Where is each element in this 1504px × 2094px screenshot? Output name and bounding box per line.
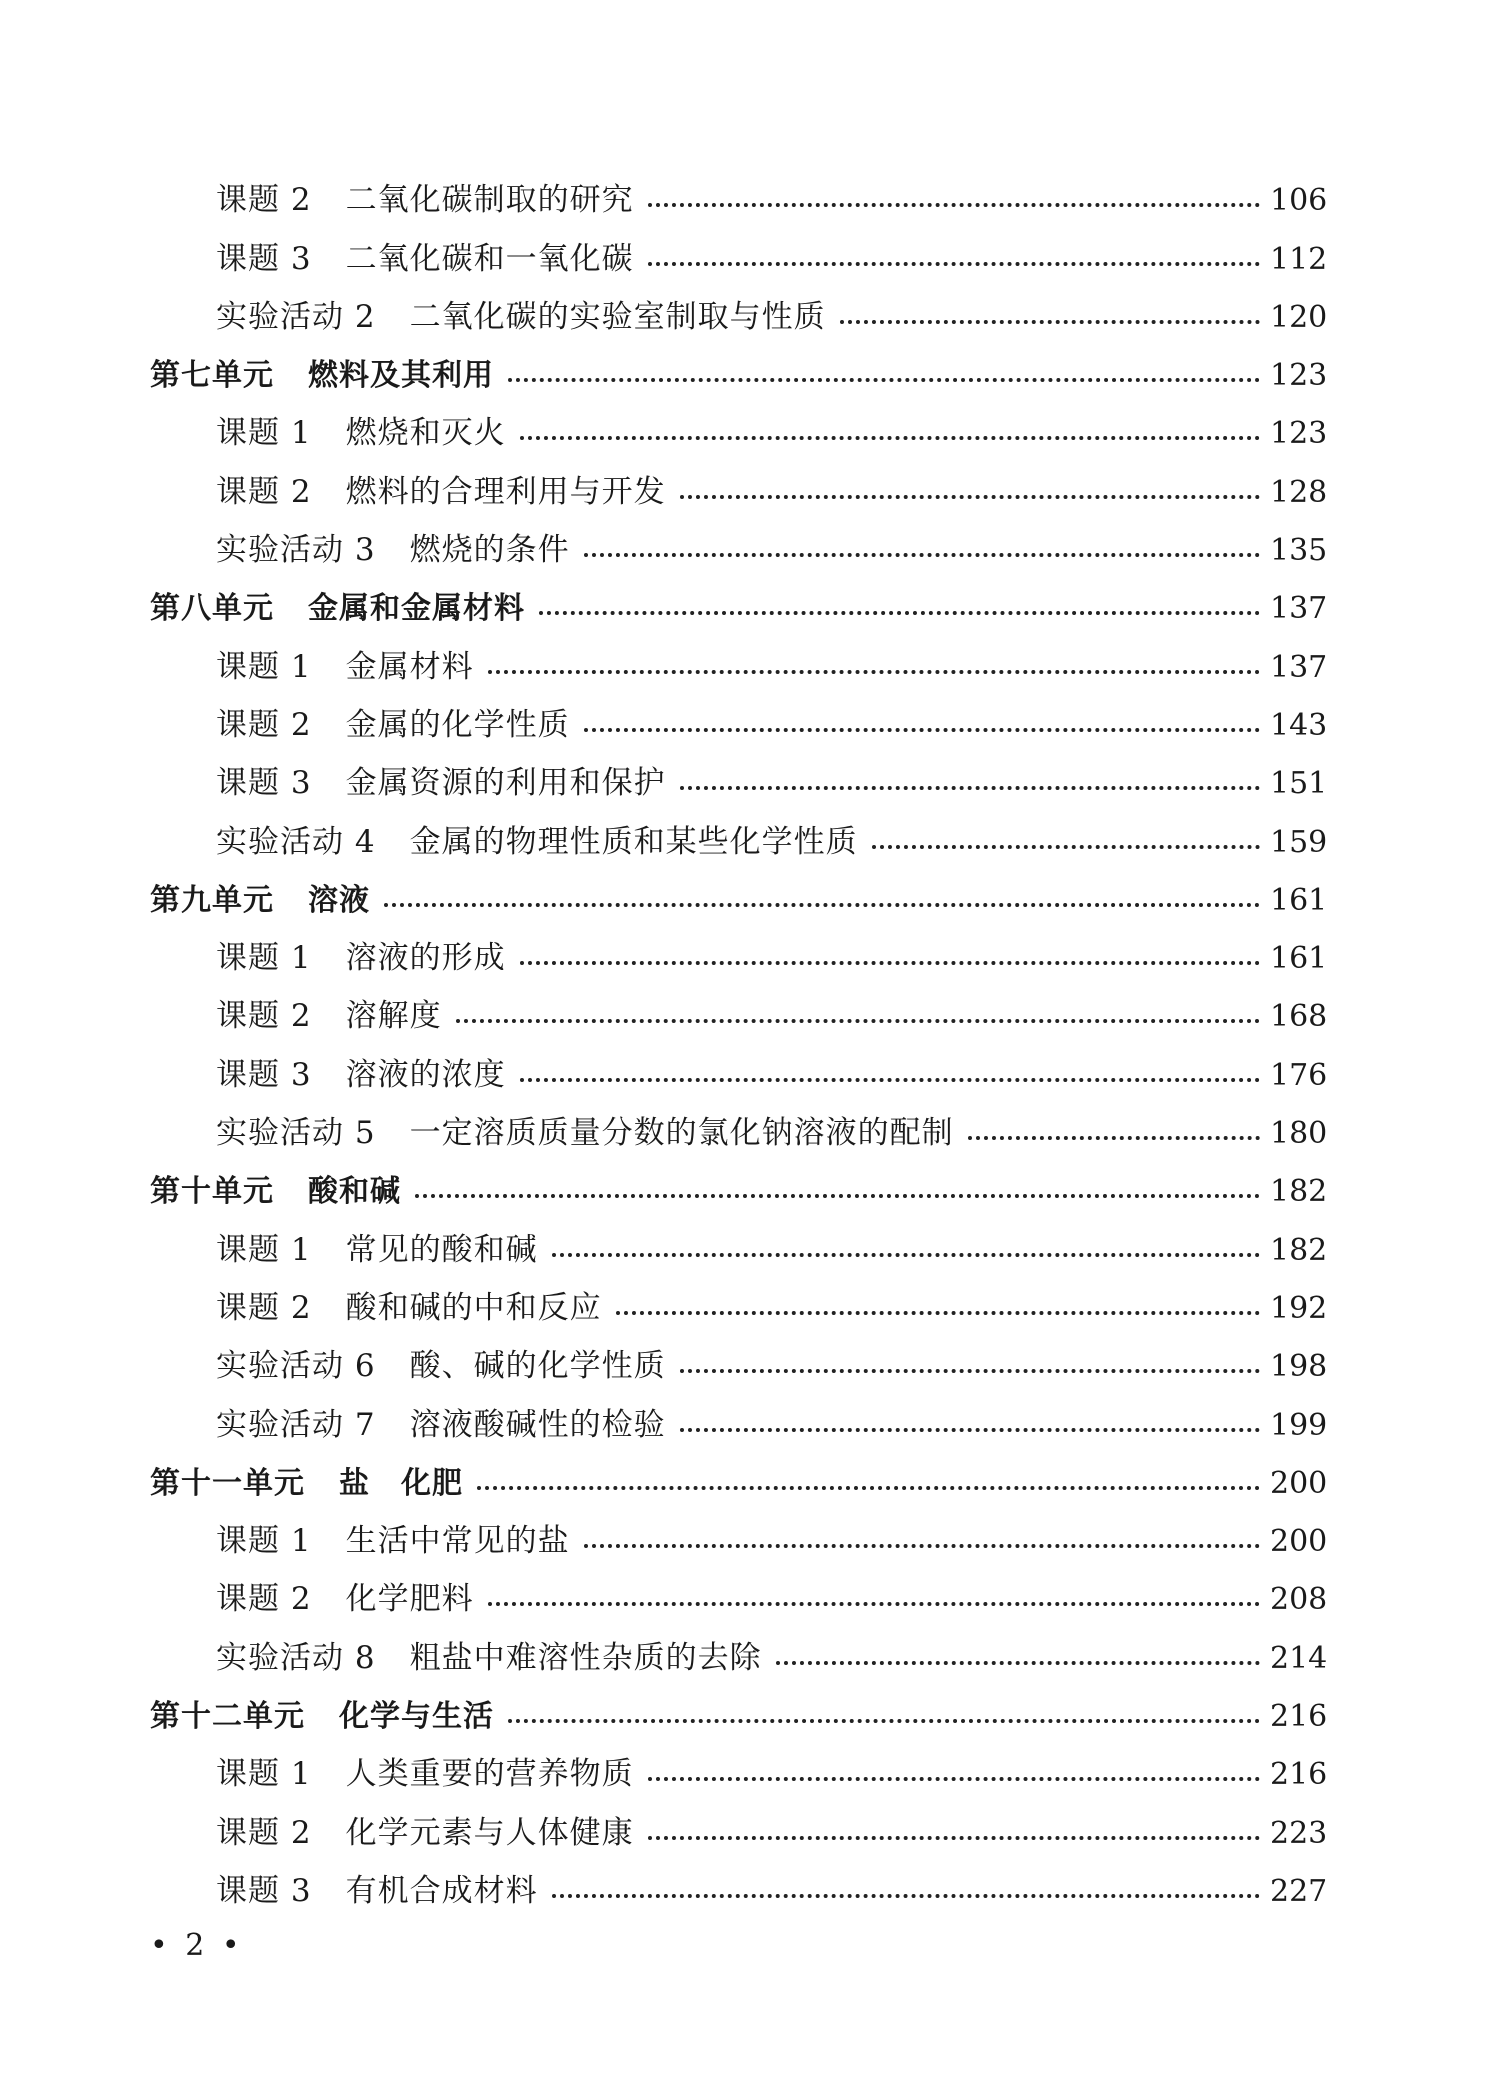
entry-title: 金属和金属材料 <box>308 591 525 627</box>
entry-label: 实验活动 7 <box>216 1406 376 1443</box>
entry-page-number: 123 <box>1270 416 1328 452</box>
entry-title: 燃烧的条件 <box>409 532 570 569</box>
entry-label: 实验活动 6 <box>216 1348 376 1385</box>
entry-page-number: 199 <box>1270 1407 1328 1443</box>
entry-page-number: 120 <box>1270 299 1328 335</box>
dot-leader <box>680 1428 1260 1432</box>
entry-label: 课题 3 <box>216 1872 312 1909</box>
entry-page-number: 176 <box>1270 1057 1328 1093</box>
entry-page-number: 180 <box>1270 1116 1328 1152</box>
toc-lesson-entry[interactable] <box>150 693 1326 751</box>
entry-label: 第八单元 <box>150 591 274 627</box>
entry-title: 金属资源的利用和保护 <box>345 765 666 802</box>
toc-lesson-entry[interactable] <box>150 1567 1326 1625</box>
entry-label: 课题 2 <box>216 1581 312 1618</box>
entry-title: 二氧化碳和一氧化碳 <box>345 240 634 277</box>
entry-page-number: 182 <box>1270 1174 1328 1210</box>
dot-leader <box>539 611 1260 615</box>
entry-label: 课题 1 <box>216 1756 312 1793</box>
entry-page-number: 161 <box>1270 882 1328 918</box>
dot-leader <box>680 786 1260 790</box>
entry-title: 粗盐中难溶性杂质的去除 <box>409 1639 762 1676</box>
dot-leader <box>520 436 1260 440</box>
entry-title: 人类重要的营养物质 <box>345 1756 634 1793</box>
entry-page-number: 143 <box>1270 707 1328 743</box>
entry-page-number: 159 <box>1270 824 1328 860</box>
dot-leader <box>872 845 1260 849</box>
toc-lesson-entry[interactable] <box>150 1859 1326 1917</box>
toc-lesson-entry[interactable] <box>150 634 1326 692</box>
entry-label: 第九单元 <box>150 882 274 918</box>
entry-title: 燃料及其利用 <box>308 358 494 394</box>
dot-leader <box>648 1836 1260 1840</box>
dot-leader <box>552 1894 1260 1898</box>
toc-lesson-entry[interactable] <box>150 168 1326 226</box>
dot-leader <box>456 1019 1260 1023</box>
dot-leader <box>552 1253 1260 1257</box>
entry-label: 课题 1 <box>216 940 312 977</box>
page-number: • 2 • <box>150 1928 244 1963</box>
entry-label: 课题 1 <box>216 648 312 685</box>
toc-lesson-entry[interactable] <box>150 459 1326 517</box>
dot-leader <box>488 1602 1260 1606</box>
entry-title: 金属材料 <box>345 648 474 685</box>
entry-page-number: 106 <box>1270 183 1328 219</box>
entry-page-number: 200 <box>1270 1465 1328 1501</box>
entry-label: 实验活动 3 <box>216 532 376 569</box>
toc-lesson-entry[interactable] <box>150 984 1326 1042</box>
entry-title: 溶液 <box>308 882 370 918</box>
entry-page-number: 198 <box>1270 1349 1328 1385</box>
entry-title: 金属的化学性质 <box>345 706 570 743</box>
toc-lesson-entry[interactable] <box>150 1509 1326 1567</box>
entry-label: 实验活动 8 <box>216 1639 376 1676</box>
toc-lesson-entry[interactable] <box>150 1392 1326 1450</box>
entry-page-number: 216 <box>1270 1699 1328 1735</box>
entry-page-number: 223 <box>1270 1815 1328 1851</box>
dot-leader <box>520 1078 1260 1082</box>
entry-page-number: 137 <box>1270 591 1328 627</box>
entry-page-number: 216 <box>1270 1757 1328 1793</box>
entry-title: 酸和碱的中和反应 <box>345 1289 602 1326</box>
entry-title: 生活中常见的盐 <box>345 1523 570 1560</box>
entry-title: 溶液酸碱性的检验 <box>409 1406 666 1443</box>
toc-lesson-entry[interactable] <box>150 809 1326 867</box>
toc-lesson-entry[interactable] <box>150 926 1326 984</box>
entry-label: 课题 2 <box>216 998 312 1035</box>
entry-page-number: 137 <box>1270 649 1328 685</box>
entry-title: 燃料的合理利用与开发 <box>345 473 666 510</box>
dot-leader <box>616 1311 1260 1315</box>
entry-title: 酸和碱 <box>308 1174 401 1210</box>
dot-leader <box>648 1777 1260 1781</box>
toc-unit-entry[interactable] <box>150 1159 1326 1217</box>
entry-page-number: 135 <box>1270 533 1328 569</box>
entry-page-number: 200 <box>1270 1524 1328 1560</box>
entry-label: 课题 3 <box>216 765 312 802</box>
dot-leader <box>648 203 1260 207</box>
toc-lesson-entry[interactable] <box>150 285 1326 343</box>
toc-lesson-entry[interactable] <box>150 401 1326 459</box>
dot-leader <box>584 1544 1260 1548</box>
toc-lesson-entry[interactable] <box>150 518 1326 576</box>
entry-label: 第十单元 <box>150 1174 274 1210</box>
entry-label: 第十一单元 <box>150 1465 305 1501</box>
toc-unit-entry[interactable] <box>150 343 1326 401</box>
entry-title: 盐 化肥 <box>339 1465 463 1501</box>
entry-title: 溶解度 <box>345 998 442 1035</box>
dot-leader <box>488 670 1260 674</box>
entry-label: 课题 3 <box>216 1056 312 1093</box>
entry-page-number: 151 <box>1270 766 1328 802</box>
entry-page-number: 123 <box>1270 358 1328 394</box>
toc-lesson-entry[interactable] <box>150 751 1326 809</box>
toc-lesson-entry[interactable] <box>150 1334 1326 1392</box>
entry-page-number: 128 <box>1270 474 1328 510</box>
entry-title: 二氧化碳制取的研究 <box>345 182 634 219</box>
entry-title: 化学与生活 <box>339 1699 494 1735</box>
dot-leader <box>384 903 1260 907</box>
toc-lesson-entry[interactable] <box>150 1742 1326 1800</box>
entry-page-number: 227 <box>1270 1873 1328 1909</box>
toc-lesson-entry[interactable] <box>150 1276 1326 1334</box>
dot-leader <box>584 728 1260 732</box>
dot-leader <box>680 495 1260 499</box>
toc-lesson-entry[interactable] <box>150 1800 1326 1858</box>
entry-page-number: 208 <box>1270 1582 1328 1618</box>
dot-leader <box>968 1136 1260 1140</box>
entry-title: 酸、碱的化学性质 <box>409 1348 666 1385</box>
entry-page-number: 182 <box>1270 1232 1328 1268</box>
entry-label: 课题 2 <box>216 473 312 510</box>
toc-unit-entry[interactable] <box>150 576 1326 634</box>
dot-leader <box>415 1194 1260 1198</box>
entry-title: 溶液的浓度 <box>345 1056 506 1093</box>
entry-label: 课题 3 <box>216 240 312 277</box>
dot-leader <box>477 1486 1260 1490</box>
entry-page-number: 161 <box>1270 941 1328 977</box>
entry-page-number: 112 <box>1270 241 1328 277</box>
dot-leader <box>648 262 1260 266</box>
toc-unit-entry[interactable] <box>150 1451 1326 1509</box>
entry-title: 燃烧和灭火 <box>345 415 506 452</box>
entry-label: 课题 1 <box>216 1231 312 1268</box>
entry-title: 溶液的形成 <box>345 940 506 977</box>
toc-lesson-entry[interactable] <box>150 1217 1326 1275</box>
entry-label: 实验活动 4 <box>216 823 376 860</box>
dot-leader <box>584 553 1260 557</box>
toc-lesson-entry[interactable] <box>150 226 1326 284</box>
table-of-contents <box>150 168 1326 1917</box>
dot-leader <box>508 378 1260 382</box>
entry-label: 课题 2 <box>216 706 312 743</box>
entry-title: 常见的酸和碱 <box>345 1231 538 1268</box>
entry-label: 课题 2 <box>216 1289 312 1326</box>
dot-leader <box>776 1661 1260 1665</box>
toc-unit-entry[interactable] <box>150 868 1326 926</box>
entry-label: 实验活动 2 <box>216 298 376 335</box>
toc-lesson-entry[interactable] <box>150 1625 1326 1683</box>
dot-leader <box>840 320 1260 324</box>
entry-label: 第七单元 <box>150 358 274 394</box>
entry-page-number: 192 <box>1270 1290 1328 1326</box>
toc-lesson-entry[interactable] <box>150 1042 1326 1100</box>
dot-leader <box>680 1369 1260 1373</box>
entry-page-number: 214 <box>1270 1640 1328 1676</box>
entry-label: 第十二单元 <box>150 1699 305 1735</box>
entry-title: 化学肥料 <box>345 1581 474 1618</box>
entry-label: 课题 1 <box>216 415 312 452</box>
entry-label: 课题 1 <box>216 1523 312 1560</box>
dot-leader <box>520 961 1260 965</box>
dot-leader <box>508 1719 1260 1723</box>
entry-title: 金属的物理性质和某些化学性质 <box>409 823 858 860</box>
entry-page-number: 168 <box>1270 999 1328 1035</box>
entry-title: 一定溶质质量分数的氯化钠溶液的配制 <box>409 1115 954 1152</box>
entry-label: 课题 2 <box>216 1814 312 1851</box>
toc-lesson-entry[interactable] <box>150 1101 1326 1159</box>
entry-title: 化学元素与人体健康 <box>345 1814 634 1851</box>
entry-label: 课题 2 <box>216 182 312 219</box>
entry-title: 有机合成材料 <box>345 1872 538 1909</box>
entry-title: 二氧化碳的实验室制取与性质 <box>409 298 826 335</box>
toc-unit-entry[interactable] <box>150 1684 1326 1742</box>
entry-label: 实验活动 5 <box>216 1115 376 1152</box>
